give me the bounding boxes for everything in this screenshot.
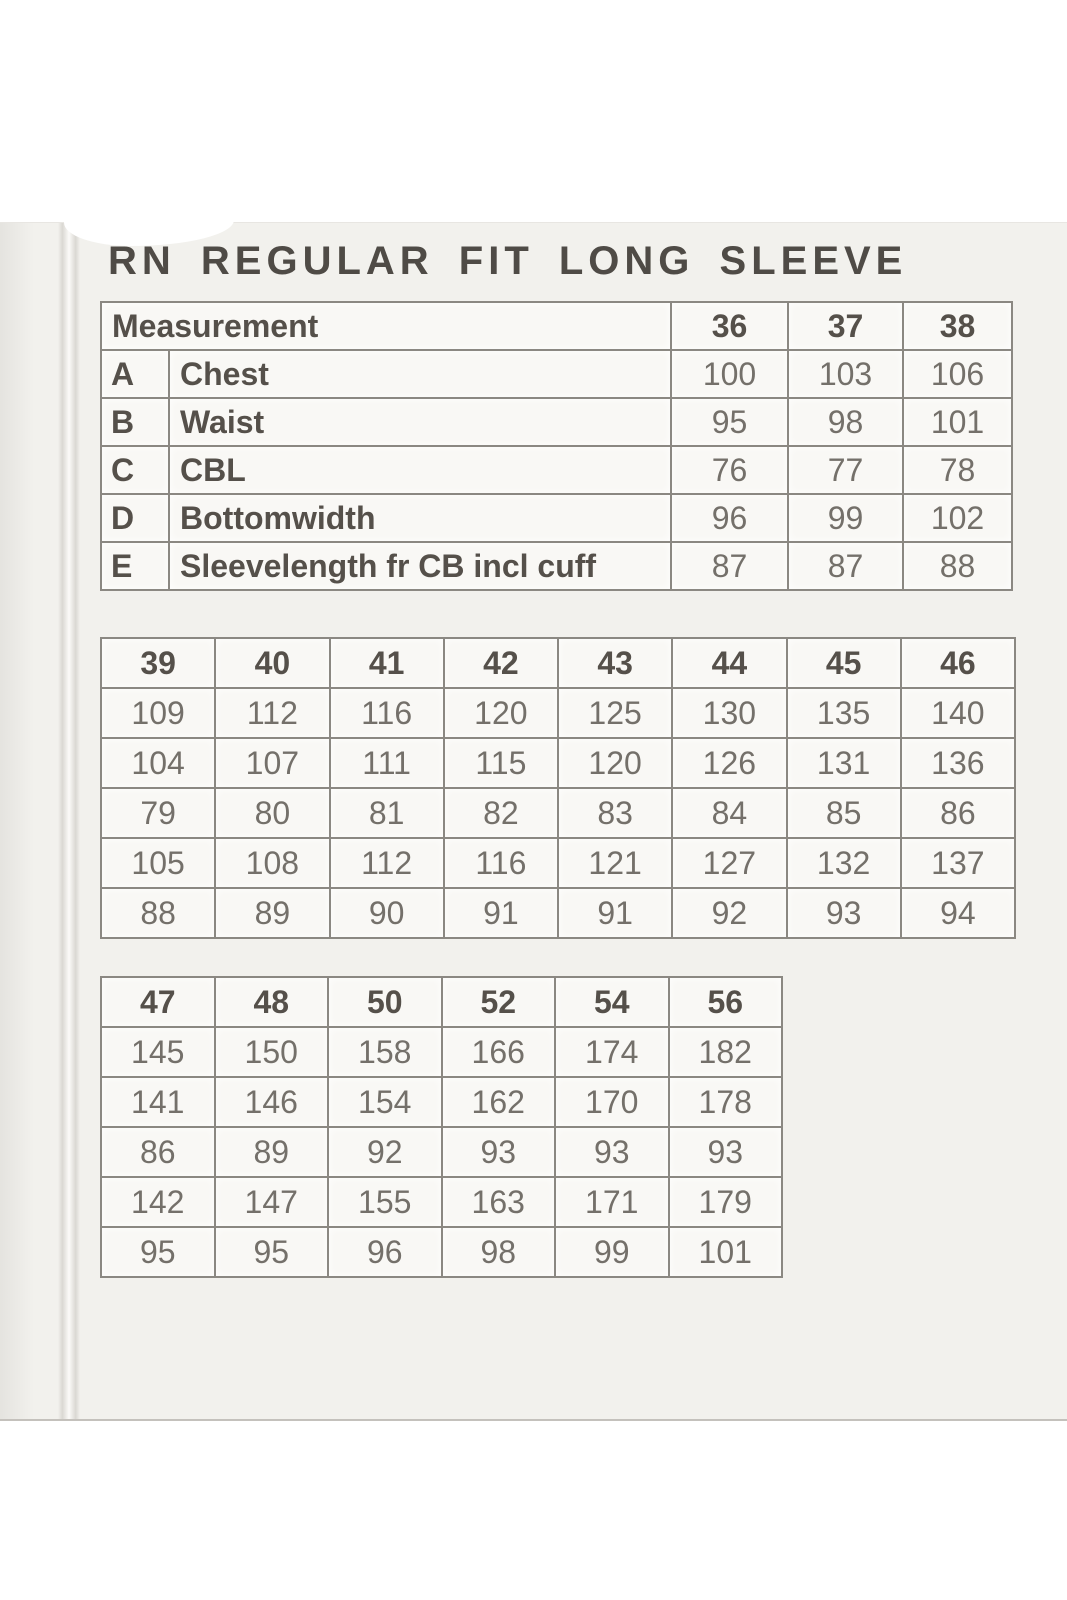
- measurement-value-cell: 98: [442, 1227, 556, 1277]
- measurement-value-cell: 179: [669, 1177, 783, 1227]
- measurement-value-cell: 127: [672, 838, 786, 888]
- measurement-value-cell: 93: [787, 888, 901, 938]
- measurement-value-cell: 104: [101, 738, 215, 788]
- measurement-value-cell: 120: [558, 738, 672, 788]
- measurement-value-cell: 103: [788, 350, 903, 398]
- value-row: [101, 788, 1015, 838]
- measurement-value-cell: 95: [101, 1227, 215, 1277]
- measurement-value-cell: 132: [787, 838, 901, 888]
- measurement-value-cell: 89: [215, 1127, 329, 1177]
- measurement-value-cell: 137: [901, 838, 1015, 888]
- measurement-value-cell: 76: [671, 446, 788, 494]
- measurement-letter-cell: D: [101, 494, 169, 542]
- measurement-letter-cell: B: [101, 398, 169, 446]
- measurement-value-cell: 182: [669, 1027, 783, 1077]
- size-header-cell: 41: [330, 638, 444, 688]
- measurement-value-cell: 77: [788, 446, 903, 494]
- measurement-name-cell: Waist: [169, 398, 671, 446]
- chart-title: RN REGULAR FIT LONG SLEEVE: [108, 239, 908, 283]
- table2-grid: [100, 637, 1016, 939]
- measurement-value-cell: 111: [330, 738, 444, 788]
- table1-grid: [100, 301, 1013, 591]
- measurement-value-cell: 147: [215, 1177, 329, 1227]
- measurement-value-cell: 92: [328, 1127, 442, 1177]
- measurement-table-sizes-36-38: [100, 301, 1011, 591]
- measurement-value-cell: 83: [558, 788, 672, 838]
- value-row: [101, 1127, 782, 1177]
- measurement-header-cell: Measurement: [101, 302, 671, 350]
- measurement-value-cell: 88: [903, 542, 1012, 590]
- measurement-value-cell: 170: [555, 1077, 669, 1127]
- measurement-value-cell: 105: [101, 838, 215, 888]
- size-header-cell: 38: [903, 302, 1012, 350]
- measurement-value-cell: 125: [558, 688, 672, 738]
- measurement-value-cell: 178: [669, 1077, 783, 1127]
- values-table-sizes-47-56: [100, 976, 783, 1278]
- measurement-value-cell: 163: [442, 1177, 556, 1227]
- size-header-cell: 52: [442, 977, 556, 1027]
- measurement-letter-cell: C: [101, 446, 169, 494]
- size-chart-sheet: [0, 222, 1067, 1421]
- measurement-value-cell: 86: [101, 1127, 215, 1177]
- size-header-cell: 42: [444, 638, 558, 688]
- size-header-cell: 54: [555, 977, 669, 1027]
- measurement-value-cell: 115: [444, 738, 558, 788]
- value-row: [101, 1227, 782, 1277]
- measurement-row: [101, 398, 1012, 446]
- measurement-value-cell: 87: [788, 542, 903, 590]
- values-table-sizes-39-46: [100, 637, 1016, 939]
- measurement-value-cell: 95: [671, 398, 788, 446]
- measurement-value-cell: 90: [330, 888, 444, 938]
- measurement-value-cell: 101: [903, 398, 1012, 446]
- measurement-value-cell: 136: [901, 738, 1015, 788]
- size-header-cell: 47: [101, 977, 215, 1027]
- measurement-value-cell: 166: [442, 1027, 556, 1077]
- measurement-value-cell: 92: [672, 888, 786, 938]
- measurement-value-cell: 145: [101, 1027, 215, 1077]
- measurement-value-cell: 135: [787, 688, 901, 738]
- measurement-value-cell: 81: [330, 788, 444, 838]
- measurement-value-cell: 93: [669, 1127, 783, 1177]
- value-row: [101, 1177, 782, 1227]
- size-header-cell: 39: [101, 638, 215, 688]
- measurement-value-cell: 96: [671, 494, 788, 542]
- measurement-value-cell: 131: [787, 738, 901, 788]
- paper-fold-line: [58, 223, 80, 1419]
- measurement-name-cell: Bottomwidth: [169, 494, 671, 542]
- measurement-value-cell: 99: [788, 494, 903, 542]
- measurement-value-cell: 126: [672, 738, 786, 788]
- measurement-value-cell: 89: [215, 888, 329, 938]
- value-row: [101, 1027, 782, 1077]
- measurement-row: [101, 446, 1012, 494]
- measurement-name-cell: CBL: [169, 446, 671, 494]
- measurement-value-cell: 116: [444, 838, 558, 888]
- value-row: [101, 888, 1015, 938]
- measurement-value-cell: 116: [330, 688, 444, 738]
- measurement-value-cell: 150: [215, 1027, 329, 1077]
- measurement-value-cell: 140: [901, 688, 1015, 738]
- measurement-value-cell: 93: [555, 1127, 669, 1177]
- measurement-value-cell: 80: [215, 788, 329, 838]
- measurement-value-cell: 106: [903, 350, 1012, 398]
- size-header-cell: 43: [558, 638, 672, 688]
- header-row: [101, 638, 1015, 688]
- measurement-value-cell: 158: [328, 1027, 442, 1077]
- measurement-value-cell: 141: [101, 1077, 215, 1127]
- measurement-value-cell: 93: [442, 1127, 556, 1177]
- value-row: [101, 738, 1015, 788]
- measurement-name-cell: Sleevelength fr CB incl cuff: [169, 542, 671, 590]
- measurement-value-cell: 78: [903, 446, 1012, 494]
- measurement-value-cell: 95: [215, 1227, 329, 1277]
- measurement-value-cell: 86: [901, 788, 1015, 838]
- measurement-letter-cell: A: [101, 350, 169, 398]
- measurement-value-cell: 162: [442, 1077, 556, 1127]
- measurement-letter-cell: E: [101, 542, 169, 590]
- table3-grid: [100, 976, 783, 1278]
- measurement-value-cell: 91: [444, 888, 558, 938]
- header-row: [101, 977, 782, 1027]
- measurement-value-cell: 102: [903, 494, 1012, 542]
- measurement-name-cell: Chest: [169, 350, 671, 398]
- measurement-value-cell: 82: [444, 788, 558, 838]
- measurement-row: [101, 542, 1012, 590]
- measurement-row: [101, 494, 1012, 542]
- measurement-value-cell: 142: [101, 1177, 215, 1227]
- value-row: [101, 838, 1015, 888]
- measurement-value-cell: 87: [671, 542, 788, 590]
- measurement-value-cell: 112: [215, 688, 329, 738]
- measurement-row: [101, 350, 1012, 398]
- measurement-value-cell: 171: [555, 1177, 669, 1227]
- measurement-value-cell: 108: [215, 838, 329, 888]
- measurement-value-cell: 112: [330, 838, 444, 888]
- measurement-value-cell: 174: [555, 1027, 669, 1077]
- measurement-value-cell: 121: [558, 838, 672, 888]
- size-header-cell: 56: [669, 977, 783, 1027]
- size-header-cell: 37: [788, 302, 903, 350]
- size-header-cell: 48: [215, 977, 329, 1027]
- measurement-value-cell: 100: [671, 350, 788, 398]
- measurement-value-cell: 79: [101, 788, 215, 838]
- value-row: [101, 1077, 782, 1127]
- value-row: [101, 688, 1015, 738]
- measurement-value-cell: 88: [101, 888, 215, 938]
- measurement-value-cell: 130: [672, 688, 786, 738]
- header-row: [101, 302, 1012, 350]
- size-header-cell: 36: [671, 302, 788, 350]
- measurement-value-cell: 146: [215, 1077, 329, 1127]
- measurement-value-cell: 85: [787, 788, 901, 838]
- measurement-value-cell: 101: [669, 1227, 783, 1277]
- measurement-value-cell: 99: [555, 1227, 669, 1277]
- size-header-cell: 45: [787, 638, 901, 688]
- measurement-value-cell: 98: [788, 398, 903, 446]
- measurement-value-cell: 155: [328, 1177, 442, 1227]
- measurement-value-cell: 84: [672, 788, 786, 838]
- measurement-value-cell: 154: [328, 1077, 442, 1127]
- measurement-value-cell: 96: [328, 1227, 442, 1277]
- measurement-value-cell: 107: [215, 738, 329, 788]
- size-header-cell: 44: [672, 638, 786, 688]
- size-header-cell: 46: [901, 638, 1015, 688]
- size-header-cell: 50: [328, 977, 442, 1027]
- measurement-value-cell: 94: [901, 888, 1015, 938]
- measurement-value-cell: 120: [444, 688, 558, 738]
- measurement-value-cell: 109: [101, 688, 215, 738]
- size-header-cell: 40: [215, 638, 329, 688]
- measurement-value-cell: 91: [558, 888, 672, 938]
